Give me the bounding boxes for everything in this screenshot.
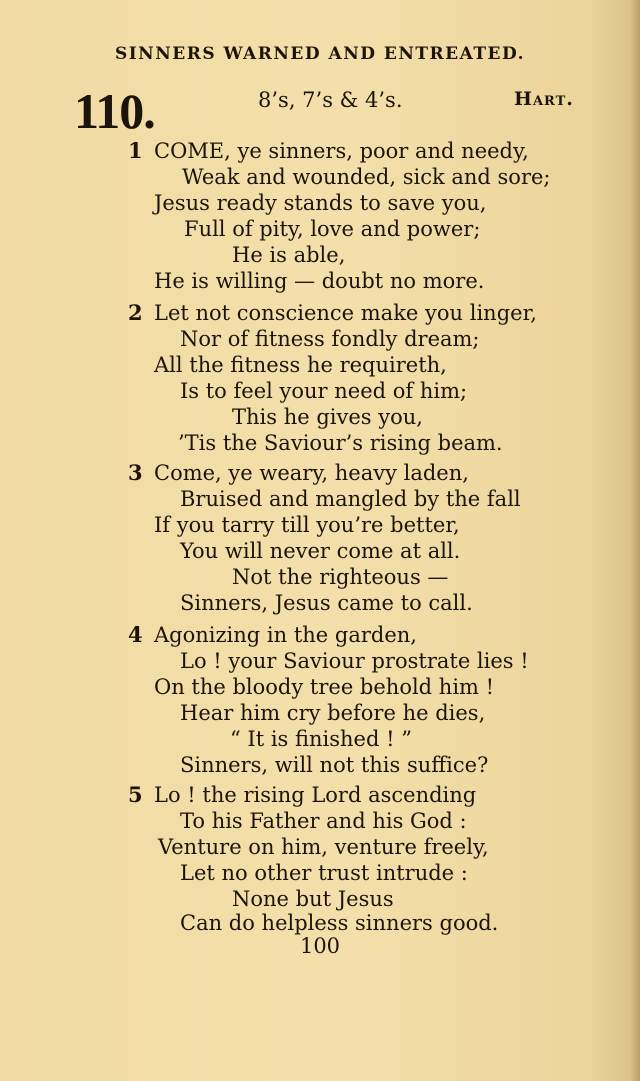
stanza-line: On the bloody tree behold him ! <box>154 675 495 699</box>
stanza-line: Lo ! your Saviour prostrate lies ! <box>180 649 529 673</box>
stanza-line: Jesus ready stands to save you, <box>154 191 487 215</box>
hymn-tune: Hart. <box>514 88 574 110</box>
stanza-line: All the fitness he requireth, <box>154 353 447 377</box>
stanza-line: Can do helpless sinners good. <box>180 911 499 935</box>
stanza-line: “ It is finished ! ” <box>230 727 412 751</box>
stanza-line: COME, ye sinners, poor and needy, <box>154 139 529 163</box>
stanza-line: He is able, <box>232 243 346 267</box>
stanza-line: To his Father and his God : <box>180 809 467 833</box>
stanza-number: 5 <box>128 782 143 807</box>
stanza-line: If you tarry till you’re better, <box>154 513 460 537</box>
stanza-line: Is to feel your need of him; <box>180 379 468 403</box>
hymn-meter: 8’s, 7’s & 4’s. <box>258 88 403 112</box>
page-number: 100 <box>299 934 341 958</box>
stanza-line: You will never come at all. <box>180 539 461 563</box>
stanza-line: Bruised and mangled by the fall <box>180 487 521 511</box>
hymn-number: 110. <box>74 83 155 139</box>
stanza-line: Come, ye weary, heavy laden, <box>154 461 469 485</box>
stanza-number: 2 <box>128 300 143 325</box>
stanza-line: Not the righteous — <box>232 565 449 589</box>
stanza-line: None but Jesus <box>232 887 394 911</box>
stanza-line: Weak and wounded, sick and sore; <box>182 165 551 189</box>
stanza-line: Full of pity, love and power; <box>184 217 481 241</box>
stanza-line: Hear him cry before he dies, <box>180 701 486 725</box>
stanza-line: He is willing — doubt no more. <box>154 269 485 293</box>
running-head: SINNERS WARNED AND ENTREATED. <box>114 44 526 64</box>
stanza-line: Let not conscience make you linger, <box>154 301 537 325</box>
stanza-number: 4 <box>128 622 143 647</box>
stanza-line: Let no other trust intrude : <box>180 861 468 885</box>
page-edge-shadow <box>630 0 640 1081</box>
stanza-number: 3 <box>128 460 143 485</box>
stanza-line: This he gives you, <box>232 405 423 429</box>
stanza-line: ’Tis the Saviour’s rising beam. <box>178 431 503 455</box>
stanza-line: Sinners, Jesus came to call. <box>180 591 473 615</box>
stanza-line: Sinners, will not this suffice? <box>180 753 489 777</box>
stanza-number: 1 <box>128 138 143 163</box>
stanza-line: Lo ! the rising Lord ascending <box>154 783 477 807</box>
stanza-line: Venture on him, venture freely, <box>158 835 489 859</box>
stanza-line: Agonizing in the garden, <box>154 623 417 647</box>
stanza-line: Nor of fitness fondly dream; <box>180 327 480 351</box>
